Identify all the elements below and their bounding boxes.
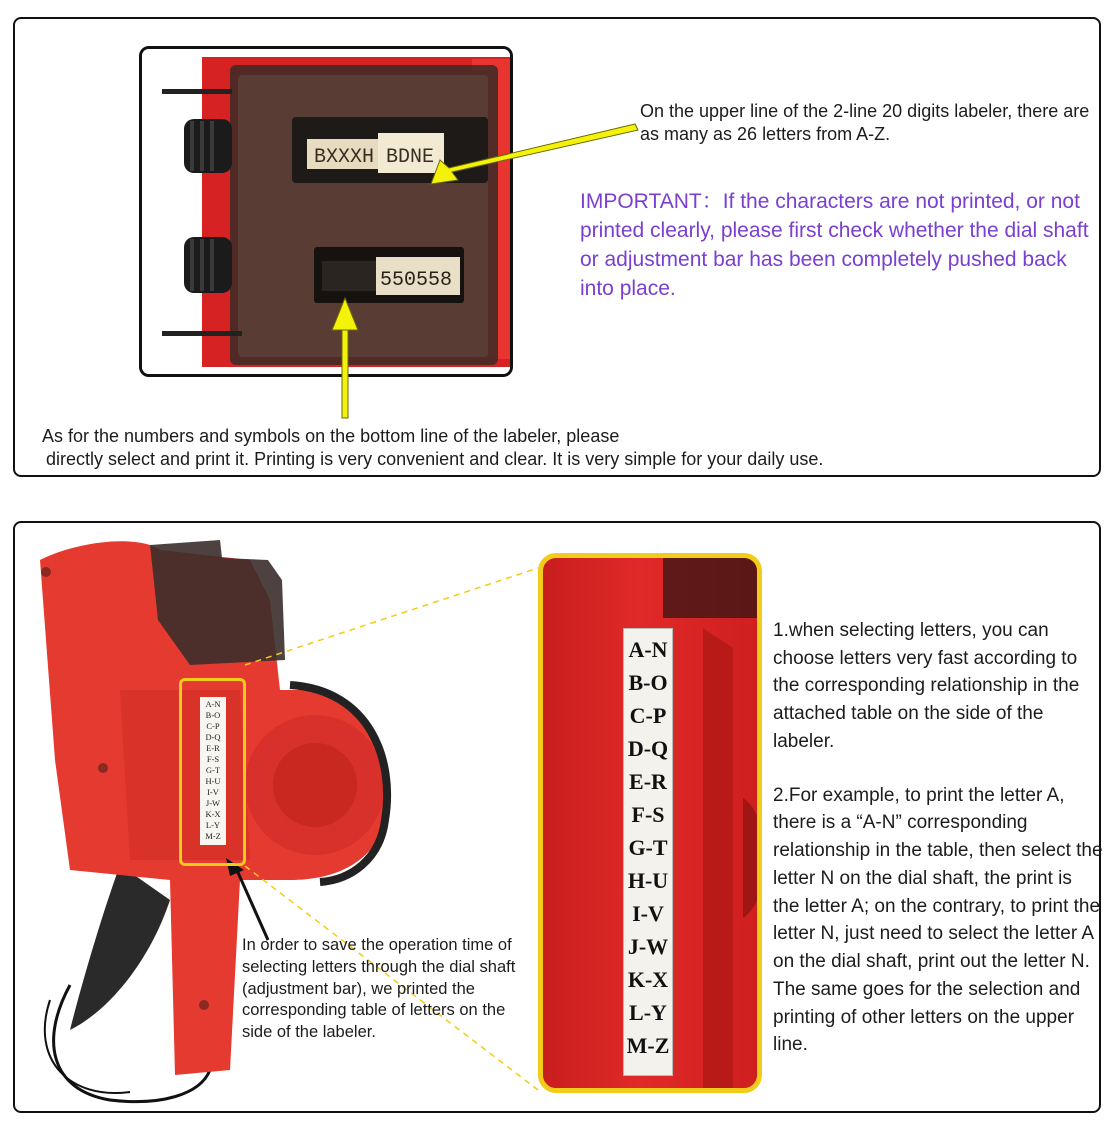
note-1: 1.when selecting letters, you can choose letters very fast according to the corresponding relationship in the attached table on the side of the labeler. — [773, 620, 1080, 752]
letter-pair: I-V — [632, 901, 664, 926]
bottom-note-line-2: directly select and print it. Printing is very convenient and clear. It is very simple for your daily use. — [46, 448, 824, 469]
mini-letter-row: F-S — [206, 754, 220, 764]
letter-table-zoom — [538, 553, 762, 1093]
mini-letter-row: B-O — [205, 710, 221, 720]
mini-letter-row: G-T — [205, 765, 221, 775]
letter-selection-notes — [773, 617, 1103, 1085]
mini-letter-row: K-X — [205, 809, 221, 819]
mini-letter-row: E-R — [206, 743, 220, 753]
letter-pair: B-O — [628, 670, 668, 695]
letter-pair: D-Q — [627, 736, 669, 761]
letter-pair: C-P — [629, 703, 667, 728]
letter-pair: G-T — [628, 835, 668, 860]
letter-pair: K-X — [627, 967, 669, 992]
letter-pair: H-U — [627, 868, 669, 893]
mini-letter-row: L-Y — [205, 820, 221, 830]
note-2: 2.For example, to print the letter A, there is a “A-N” corresponding relationship in the table, then select the letter N on the dial shaft, the print is the letter A; on the contrary, to print the letter N, just need to select the letter A on the dial shaft, print out the letter N. The same goes for the selection and printing of other letters on the upper line. — [773, 784, 1103, 1056]
upper-line-characters: BXXXH BDNE — [314, 146, 435, 169]
letter-pair: L-Y — [629, 1000, 667, 1025]
mini-letter-row: H-U — [205, 776, 221, 786]
mini-table-highlight — [179, 678, 246, 866]
mini-letter-row: M-Z — [205, 831, 221, 841]
letter-pair: J-W — [627, 934, 669, 959]
bottom-note-line-1: As for the numbers and symbols on the bottom line of the labeler, please — [42, 426, 620, 446]
letter-pair: F-S — [631, 802, 665, 827]
mini-letter-row: I-V — [207, 787, 219, 797]
side-table-note: In order to save the operation time of selecting letters through the dial shaft (adjustment bar), we printed the corresponding table of letters on the side of the labeler. — [242, 936, 516, 1042]
mini-letter-row: A-N — [205, 699, 221, 709]
letter-table — [623, 628, 673, 1076]
upper-line-note: On the upper line of the 2-line 20 digits labeler, there are as many as 26 letters from A-Z. — [640, 101, 1090, 144]
important-note: IMPORTANT：If the characters are not printed, or not printed clearly, please first check whether the dial shaft or adjustment bar has been completely pushed back into place. — [580, 190, 1089, 300]
mini-letter-row: C-P — [206, 721, 220, 731]
letter-pair: A-N — [628, 637, 668, 662]
mini-letter-row: J-W — [205, 798, 221, 808]
letter-pair: E-R — [629, 769, 667, 794]
letter-pair: M-Z — [626, 1033, 670, 1058]
lower-line-digits: 550558 — [380, 269, 453, 292]
mini-letter-row: D-Q — [205, 732, 221, 742]
